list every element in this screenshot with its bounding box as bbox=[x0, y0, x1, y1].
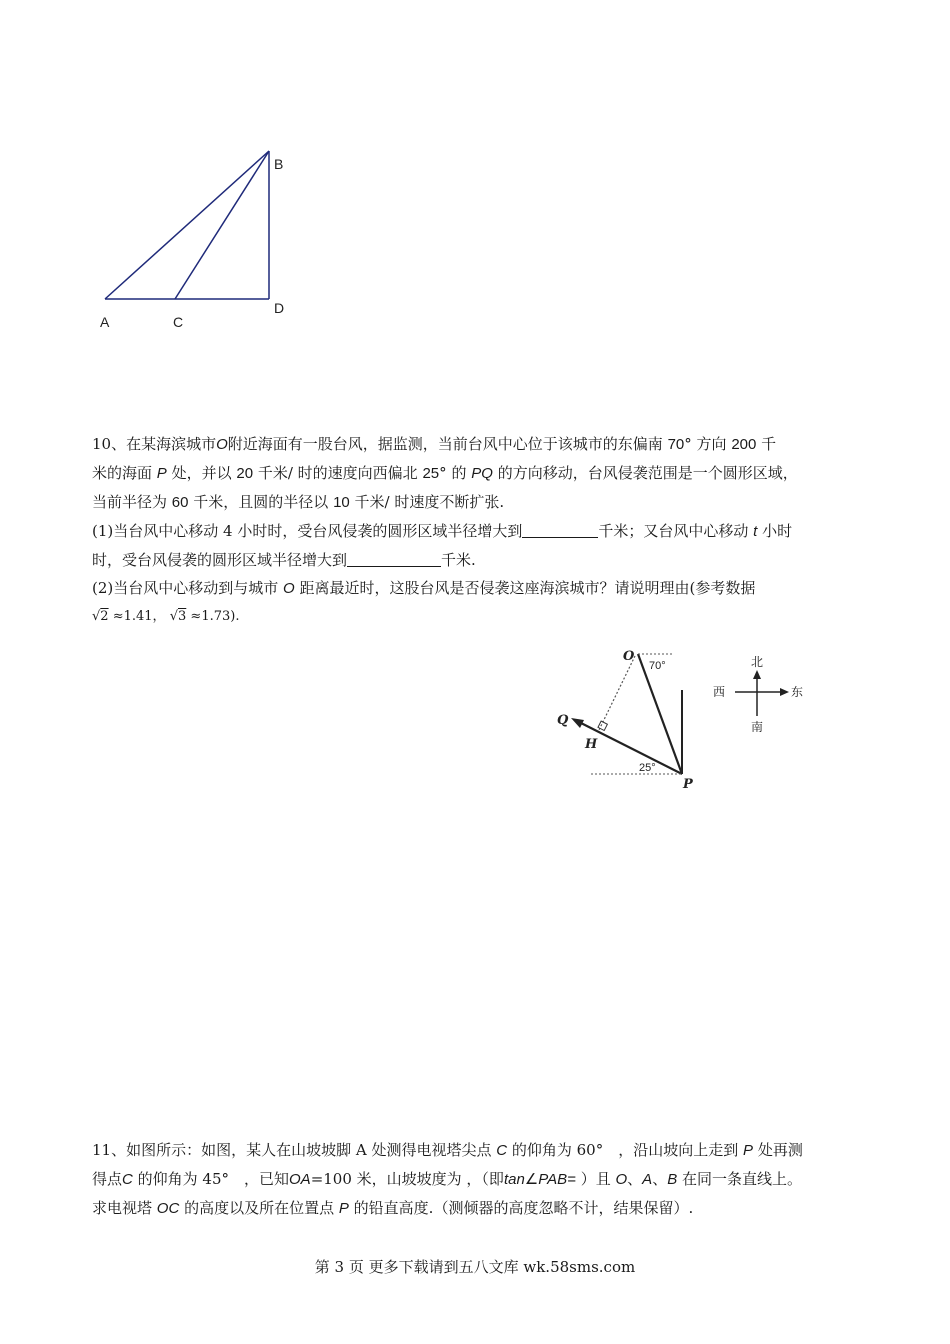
compass-west: 西 bbox=[713, 685, 726, 699]
label-h: H bbox=[585, 737, 598, 752]
segment-cb bbox=[175, 151, 269, 299]
sqrt-3: √3 bbox=[169, 609, 187, 624]
q11-line-1: 11、如图所示：如图，某人在山坡坡脚 A 处测得电视塔尖点 C 的仰角为 60° ，沿山坡向上走到 P 处再测 bbox=[92, 1141, 803, 1159]
label-d: D bbox=[274, 300, 285, 316]
q10-part-1-cont: 时，受台风侵袭的圆形区域半径增大到 千米. bbox=[92, 551, 476, 569]
q11-line-3: 求电视塔 OC 的高度以及所在位置点 P 的铅直高度.（测倾器的高度忽略不计，结果保留）. bbox=[92, 1199, 694, 1217]
label-p: P bbox=[683, 777, 693, 790]
answer-blank-1 bbox=[522, 521, 598, 538]
label-a: A bbox=[100, 314, 110, 330]
label-b: B bbox=[274, 156, 284, 172]
compass-north: 北 bbox=[751, 655, 764, 669]
q10-line-1: 10、在某海滨城市O附近海面有一股台风，据监测，当前台风中心位于该城市的东偏南 70° 方向 200 千 bbox=[92, 435, 777, 453]
segment-ab bbox=[105, 151, 269, 299]
compass-east: 东 bbox=[791, 685, 804, 699]
question-11 bbox=[92, 1136, 882, 1223]
page-footer: 第 3 页 更多下载请到五八文库 wk.58sms.com bbox=[314, 1258, 636, 1276]
q10-line-3: 当前半径为 60 千米，且圆的半径以 10 千米/ 时速度不断扩张. bbox=[92, 493, 505, 511]
q10-line-2: 米的海面 P 处，并以 20 千米/ 时的速度向西偏北 25° 的 PQ 的方向移动，台风侵袭范围是一个圆形区域， bbox=[92, 464, 798, 482]
q11-line-2: 得点C 的仰角为 45° ，已知OA=100 米，山坡坡度为 ，（即tan∠PAB= ）且 O、A、B 在同一条直线上。 bbox=[92, 1170, 803, 1188]
q10-part-2: (2)当台风中心移动到与城市 O 距离最近时，这股台风是否侵袭这座海滨城市？请说明理由(参考数据 bbox=[92, 579, 756, 597]
answer-blank-2 bbox=[347, 550, 441, 567]
label-c: C bbox=[173, 314, 184, 330]
sqrt-2: √2 bbox=[92, 609, 109, 624]
label-o: O bbox=[623, 649, 635, 664]
arrowhead-q bbox=[571, 718, 584, 728]
compass-north-arrow-icon bbox=[753, 670, 761, 679]
label-q: Q bbox=[557, 713, 569, 728]
label-70: 70° bbox=[649, 660, 666, 672]
typhoon-diagram bbox=[555, 640, 815, 790]
q10-part-1: (1)当台风中心移动 4 小时时，受台风侵袭的圆形区域半径增大到 千米；又台风中心移动 t 小时 bbox=[92, 522, 793, 540]
compass-south: 南 bbox=[751, 720, 764, 734]
segment-oh-dotted bbox=[599, 656, 635, 730]
q10-reference: √2 ≈1.41， √3 ≈1.73). bbox=[92, 609, 240, 624]
compass-east-arrow-icon bbox=[780, 688, 789, 696]
label-25: 25° bbox=[639, 762, 656, 774]
question-10 bbox=[92, 430, 882, 631]
triangle-diagram bbox=[90, 140, 310, 340]
